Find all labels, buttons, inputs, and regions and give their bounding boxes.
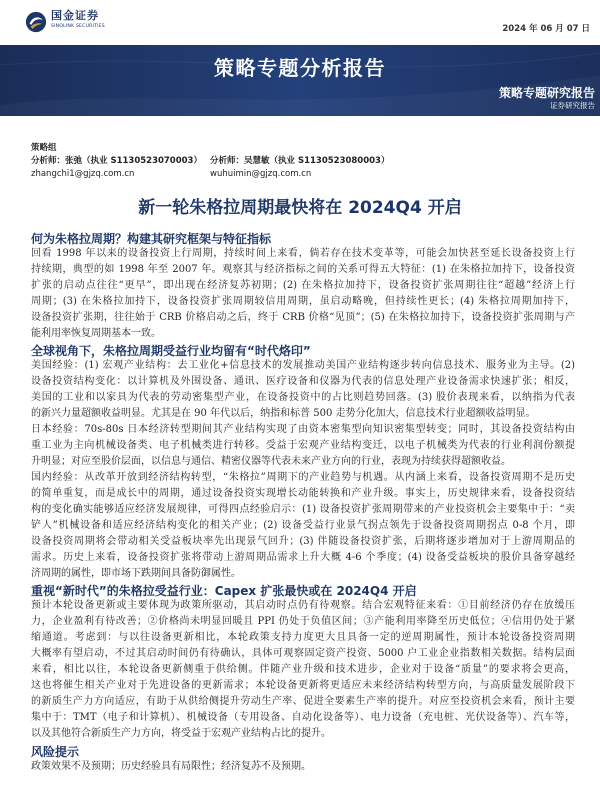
paragraph-line: 以及其他符合新质生产力方向，将受益于宏观产业结构占比的提升。 bbox=[31, 728, 331, 739]
banner-category: 证券研究报告 bbox=[550, 101, 595, 110]
report-banner bbox=[0, 45, 600, 116]
analyst-email: wuhuimin@gjzq.com.cn bbox=[210, 169, 312, 179]
analyst-info: 分析师：吴慧敏（执业 S1130523080003） bbox=[210, 156, 390, 166]
report-date: 2024 年 06 月 07 日 bbox=[502, 24, 590, 34]
sinolink-logo-icon bbox=[25, 11, 47, 33]
paragraph-line: 国内经验：从改革开放到经济结构转型，“朱格拉”周期下的产业趋势与机遇。从内涵上来看，设备投资周期不是历史 bbox=[31, 472, 575, 483]
report-summary bbox=[31, 232, 575, 775]
paragraph-line: 日本经验：70s-80s 日本经济转型期间其产业结构实现了由资本密集型向知识密集型转变；同时，其设备投资结构由 bbox=[31, 424, 575, 435]
paragraph-line: 构的变化确实能够适应经济发展规律，可得四点经验启示：(1) 设备投资扩张周期带来的产业投资机会主要集中于：“卖 bbox=[31, 504, 575, 515]
paragraph-risk-warning bbox=[31, 759, 575, 775]
paragraph-line: 持续期，典型的如 1998 年至 2007 年。观察其与经济指标之间的关系可得五大特征：(1) 在朱格拉加持下，设备投资 bbox=[31, 264, 575, 275]
brand-name-en: SINOLINK SECURITIES bbox=[51, 24, 105, 29]
paragraph-line: 设备投资结构变化：以计算机及外围设备、通讯、医疗设备和仪器为代表的信息处理产业设备需求快速扩张；相反， bbox=[31, 376, 575, 387]
section-heading: 何为朱格拉周期？构建其研究框架与特征指标 bbox=[31, 232, 272, 246]
paragraph-line: 周期；(3) 在朱格拉加持下，设备投资扩张周期较信用周期，虽启动略晚，但持续性更长；(4) 朱格拉周期加持下， bbox=[31, 296, 575, 307]
paragraph-line: 济周期的属性，即市场下跌期间具备防御属性。 bbox=[31, 568, 241, 579]
paragraph-line: 来看，相比以往，本轮设备更新侧重于供给侧。伴随产业升级和技术进步，企业对于设备“质量”的要求将会更高， bbox=[31, 664, 575, 675]
paragraph-line: 设备投资扩张期，往往始于 CRB 价格启动之后，终于 CRB 价格“见顶”；(5) 在朱格拉加持下，设备投资扩张周期与产 bbox=[31, 312, 575, 323]
paragraph-line: 集中于：TMT（电子和计算机）、机械设备（专用设备、自动化设备等）、电力设备（充电桩、光伏设备等）、汽车等， bbox=[31, 712, 575, 723]
paragraph-line: 需求。历史上来看，设备投资扩张将带动上游周期品需求上升大概 4-6 个季度；(4) 设备受益板块的股价具备穿越经 bbox=[31, 552, 575, 563]
paragraph-line: 的简单重复，而是成长中的周期，通过设备投资实现增长动能转换和产业升级。事实上，历史规律来看，设备投资结 bbox=[31, 488, 575, 499]
paragraph-line: 政策效果不及预期；历史经验具有局限性；经济复苏不及预期。 bbox=[31, 761, 311, 772]
paragraph-line: 扩张的启动点往往“更早”，即出现在经济复苏初期；(2) 在朱格拉加持下，设备投资扩张周期往往“超越”经济上行 bbox=[31, 280, 575, 291]
paragraph-line: 预计本轮设备更新或主要体现为政策所驱动，其启动时点仍有待观察。结合宏观特征来看：①目前经济仍存在放缓压 bbox=[31, 600, 575, 611]
section-heading: 全球视角下，朱格拉周期受益行业均留有“时代烙印” bbox=[31, 344, 311, 358]
paragraph-us-experience bbox=[31, 358, 575, 422]
analyst-group: 策略组 bbox=[31, 143, 57, 153]
paragraph-line: 的新兴力量超额收益明显。尤其是在 90 年代以后，纳指和标普 500 走势分化加大，信息技术行业超额收益明显。 bbox=[31, 408, 536, 419]
report-title: 新一轮朱格拉周期最快将在 2024Q4 开启 bbox=[138, 198, 462, 218]
paragraph-line: 美国经验：(1) 宏观产业结构：去工业化+信息技术的发展推动美国产业结构逐步转向信息技术、服务业为主导。(2) bbox=[31, 360, 575, 371]
paragraph-line: 回看 1998 年以来的设备投资上行周期，持续时间上来看，倘若存在技术变革等，可能会加快甚至延长设备投资上行 bbox=[31, 248, 575, 259]
analyst-email: zhangchi1@gjzq.com.cn bbox=[31, 169, 135, 179]
banner-report-type: 策略专题研究报告 bbox=[498, 86, 595, 100]
section-heading: 重视“新时代”的朱格拉受益行业：Capex 扩张最快或在 2024Q4 开启 bbox=[31, 584, 417, 598]
paragraph-line: 能利用率恢复周期基本一致。 bbox=[31, 328, 161, 339]
paragraph-line: 铲人”机械设备和适应经济结构变化的相关产业；(2) 设备受益行业景气拐点领先于设备投资周期拐点 0-8 个月，即 bbox=[31, 520, 575, 531]
paragraph-line: 美国的工业和以家具为代表的劳动密集型产业，在设备投资中的占比则趋势回落。(3) 股价表现来看，以纳指为代表 bbox=[31, 392, 575, 403]
paragraph-line: 这也将催生相关产业对于先进设备的更新需求；本轮设备更新将更适应未来经济结构转型方向，与高质量发展阶段下 bbox=[31, 680, 575, 691]
paragraph-line: 力，企业盈利有待改善；②价格尚未明显回暖且 PPI 仍处于负值区间；③产能利用率降至历史低位；④信用仍处于紧 bbox=[31, 616, 575, 627]
paragraph-line: 设备投资周期将会带动相关受益板块率先出现景气回升；(3) 伴随设备投资扩张，后期将逐步增加对于上游周期品的 bbox=[31, 536, 575, 547]
paragraph-line: 升明显；对应至股价层面，以信息与通信、精密仪器等代表未来产业方向的行业，表现为持续获得超额收益。 bbox=[31, 456, 511, 467]
paragraph-japan-experience bbox=[31, 422, 575, 470]
analyst-info: 分析师：张弛（执业 S1130523070003） bbox=[31, 156, 202, 166]
paragraph-line: 重工业为主向机械设备类、电子机械类进行转移。受益于宏观产业结构变迁，以电子机械类为代表的行业利润份额提 bbox=[31, 440, 575, 451]
paragraph-framework bbox=[31, 246, 575, 342]
risk-warning-heading: 风险提示 bbox=[31, 745, 80, 759]
paragraph-domestic-experience bbox=[31, 470, 575, 582]
brand-name-cn: 国金证券 bbox=[51, 9, 99, 22]
paragraph-line: 的新质生产力方向适应，有助于从供给侧提升劳动生产率、促进全要素生产率的提升。对应至投资机会来看，预计主要 bbox=[31, 696, 575, 707]
paragraph-line: 大概率有望启动，不过其启动时间仍有待确认，具体可观察固定资产投资、5000 户工业企业指数相关数据。结构层面 bbox=[31, 648, 575, 659]
paragraph-line: 缩通道。考虑到：与以往设备更新相比，本轮政策支持力度更大且具备一定的逆周期属性，预计本轮设备投资周期 bbox=[31, 632, 575, 643]
paragraph-capex-outlook bbox=[31, 598, 575, 742]
banner-title: 策略专题分析报告 bbox=[214, 56, 386, 80]
